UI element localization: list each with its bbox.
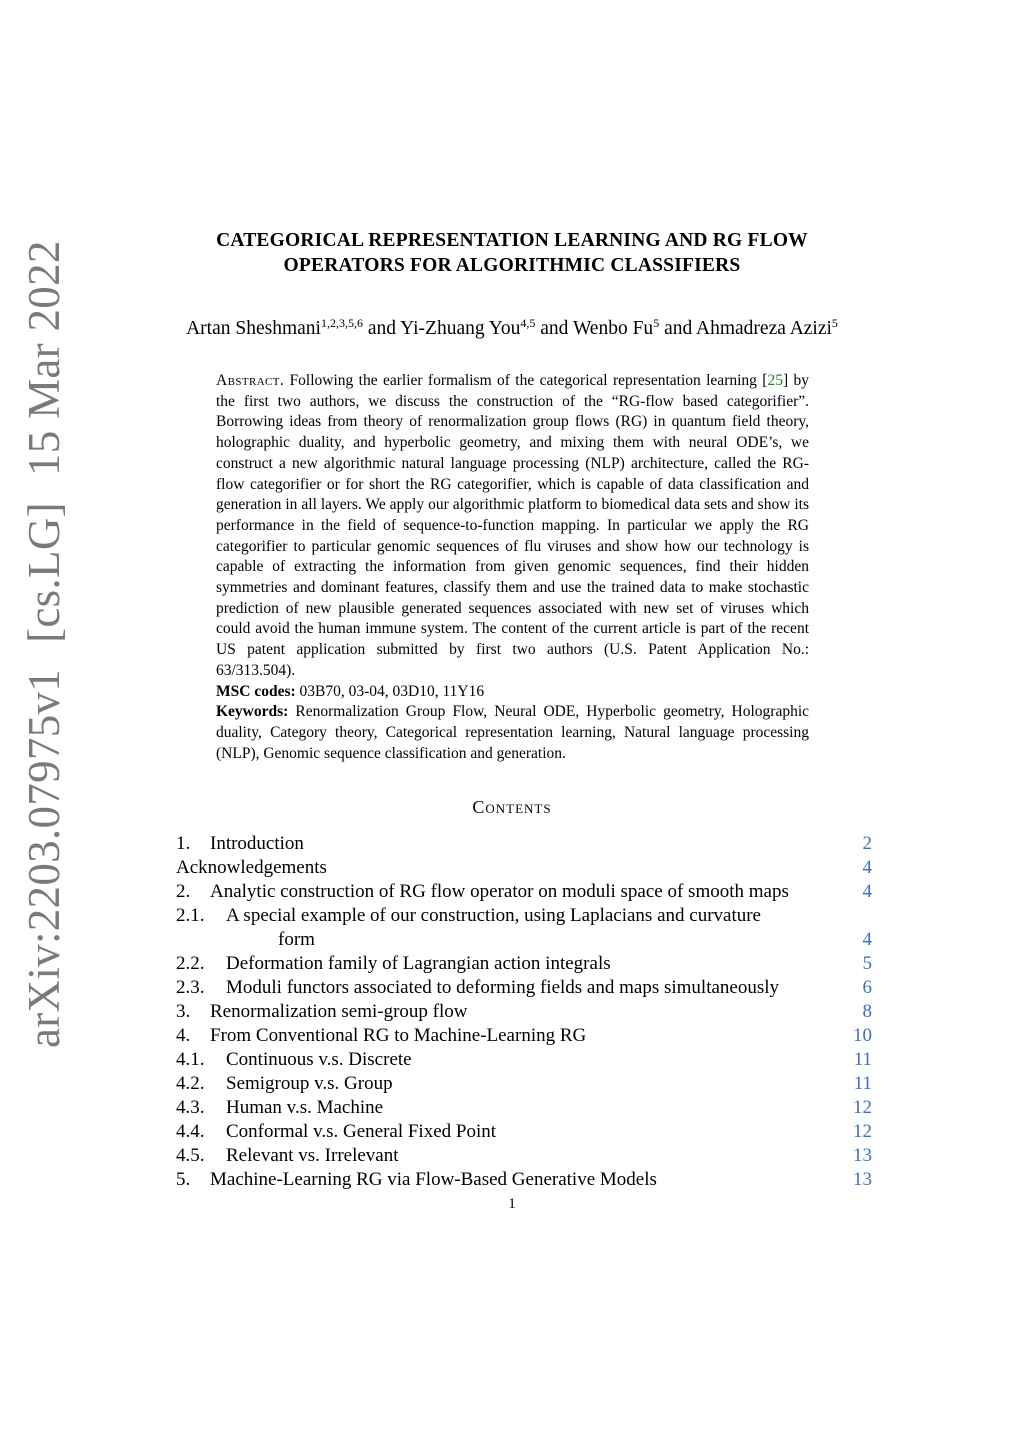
author-separator: and bbox=[659, 318, 697, 339]
arxiv-id: arXiv:2203.07975v1 bbox=[19, 668, 69, 1048]
toc-entry[interactable] bbox=[176, 1000, 872, 1024]
toc-title: A special example of our construction, using Laplacians and curvature bbox=[226, 905, 761, 926]
toc-title-continuation: form bbox=[278, 929, 315, 950]
toc-title: Renormalization semi-group flow bbox=[210, 1001, 468, 1022]
author-affiliation: 1,2,3,5,6 bbox=[320, 316, 363, 330]
arxiv-side-stamp bbox=[14, 240, 74, 1048]
toc-number: 4.4. bbox=[176, 1121, 205, 1142]
toc-title: Machine-Learning RG via Flow-Based Generative Models bbox=[210, 1169, 657, 1190]
toc-entry[interactable] bbox=[176, 880, 872, 904]
toc-page-link[interactable]: 12 bbox=[853, 1097, 872, 1118]
author-affiliation: 4,5 bbox=[520, 316, 536, 330]
toc-title: Continuous v.s. Discrete bbox=[226, 1049, 412, 1070]
toc-entry[interactable] bbox=[176, 1144, 872, 1168]
author-name: Yi-Zhuang You bbox=[400, 318, 521, 339]
toc-entry[interactable] bbox=[176, 1072, 872, 1096]
table-of-contents bbox=[176, 832, 872, 1192]
author-name: Ahmadreza Azizi bbox=[696, 318, 832, 339]
toc-number: 2.1. bbox=[176, 905, 205, 926]
toc-entry[interactable] bbox=[176, 952, 872, 976]
author-affiliation: 5 bbox=[653, 316, 660, 330]
toc-number: 4.5. bbox=[176, 1145, 205, 1166]
paper-title bbox=[150, 228, 874, 278]
msc-label: MSC codes: bbox=[216, 682, 296, 700]
author-name: Artan Sheshmani bbox=[186, 318, 321, 339]
toc-number: 2.2. bbox=[176, 953, 205, 974]
toc-page-link[interactable]: 13 bbox=[853, 1169, 872, 1190]
author-list bbox=[100, 316, 924, 342]
toc-page-link[interactable]: 10 bbox=[853, 1025, 872, 1046]
toc-number: 4.2. bbox=[176, 1073, 205, 1094]
toc-number: 4.3. bbox=[176, 1097, 205, 1118]
keywords bbox=[216, 702, 809, 764]
toc-entry[interactable] bbox=[176, 1024, 872, 1048]
keywords-label: Keywords: bbox=[216, 703, 289, 721]
author-affiliation: 5 bbox=[831, 316, 838, 330]
toc-page-link[interactable]: 8 bbox=[862, 1001, 872, 1022]
toc-number: 2.3. bbox=[176, 977, 205, 998]
arxiv-date: 15 Mar 2022 bbox=[19, 240, 69, 477]
toc-entry[interactable] bbox=[176, 1120, 872, 1144]
msc-codes bbox=[216, 682, 809, 703]
toc-entry[interactable] bbox=[176, 904, 872, 952]
toc-title: Introduction bbox=[210, 833, 304, 854]
toc-page-link[interactable]: 11 bbox=[853, 1073, 872, 1094]
citation-link[interactable]: 25 bbox=[767, 372, 783, 389]
toc-page-link[interactable]: 4 bbox=[862, 881, 872, 902]
author-name: Wenbo Fu bbox=[572, 318, 654, 339]
toc-entry[interactable] bbox=[176, 976, 872, 1000]
toc-entry[interactable] bbox=[176, 1048, 872, 1072]
toc-page-link[interactable]: 13 bbox=[853, 1145, 872, 1166]
toc-page-link[interactable]: 11 bbox=[853, 1049, 872, 1070]
toc-title: Relevant vs. Irrelevant bbox=[226, 1145, 399, 1166]
toc-title: Human v.s. Machine bbox=[226, 1097, 384, 1118]
author-separator: and bbox=[362, 318, 401, 339]
author-separator: and bbox=[535, 318, 573, 339]
title-line-1: CATEGORICAL REPRESENTATION LEARNING AND RG FLOW bbox=[216, 230, 808, 251]
toc-entry[interactable] bbox=[176, 1168, 872, 1192]
toc-page-link[interactable]: 2 bbox=[862, 833, 872, 854]
toc-title: From Conventional RG to Machine-Learning RG bbox=[210, 1025, 587, 1046]
toc-title: Acknowledgements bbox=[176, 857, 327, 878]
arxiv-category: [cs.LG] bbox=[19, 502, 69, 643]
abstract bbox=[216, 371, 809, 764]
toc-title: Moduli functors associated to deforming fields and maps simultaneously bbox=[226, 977, 780, 998]
toc-page-link[interactable]: 5 bbox=[862, 953, 872, 974]
toc-number: 5. bbox=[176, 1169, 191, 1190]
page-number: 1 bbox=[508, 1196, 516, 1212]
toc-title: Analytic construction of RG flow operator on moduli space of smooth maps bbox=[210, 881, 789, 902]
abstract-label: Abstract. bbox=[216, 372, 285, 389]
toc-number: 4. bbox=[176, 1025, 191, 1046]
toc-number: 3. bbox=[176, 1001, 191, 1022]
abstract-text-part-2: ] by the first two authors, we discuss the construction of the “RG-flow based categorifier”. Borrowing ideas from theory of renormalization group flows (RG) in quantum field theory, holographic duality, and hyperbolic geometry, and mixing them with neural ODE’s, we construct a new algorithmic natural language processing (NLP) architecture, called the RG-flow categorifier or for short the RG categorifier, which is capable of data classification and generation in all layers. We apply our algorithmic platform to biomedical data sets and show its performance in the field of sequence-to-function mapping. In particular we apply the RG categorifier to particular genomic sequences of flu viruses and show how our technology is capable of extracting the information from given genomic sequences, find their hidden symmetries and dominant features, classify them and use the trained data to make stochastic prediction of new plausible generated sequences associated with new set of viruses which could avoid the human immune system. The content of the current article is part of the recent US patent application submitted by first two authors (U.S. Patent Application No.: 63/313.504). bbox=[216, 372, 809, 679]
toc-title: Conformal v.s. General Fixed Point bbox=[226, 1121, 497, 1142]
toc-title: Semigroup v.s. Group bbox=[226, 1073, 393, 1094]
toc-entry[interactable] bbox=[176, 1096, 872, 1120]
toc-title: Deformation family of Lagrangian action integrals bbox=[226, 953, 611, 974]
toc-page-link[interactable]: 6 bbox=[862, 977, 872, 998]
toc-number: 1. bbox=[176, 833, 191, 854]
abstract-body bbox=[216, 371, 809, 682]
keywords-value: Renormalization Group Flow, Neural ODE, Hyperbolic geometry, Holographic duality, Category theory, Categorical representation learning, Natural language processing (NLP), Genomic sequence classification and generation. bbox=[216, 703, 810, 762]
contents-heading: Contents bbox=[472, 797, 552, 817]
title-line-2: OPERATORS FOR ALGORITHMIC CLASSIFIERS bbox=[283, 255, 741, 276]
toc-page-link[interactable]: 4 bbox=[862, 857, 872, 878]
toc-page-link[interactable]: 12 bbox=[853, 1121, 872, 1142]
toc-number: 4.1. bbox=[176, 1049, 205, 1070]
toc-entry[interactable] bbox=[176, 832, 872, 856]
toc-number: 2. bbox=[176, 881, 191, 902]
toc-entry[interactable] bbox=[176, 856, 872, 880]
abstract-text-part-1: Following the earlier formalism of the categorical representation learning [ bbox=[289, 372, 768, 389]
msc-value: 03B70, 03-04, 03D10, 11Y16 bbox=[299, 682, 485, 700]
toc-page-link[interactable]: 4 bbox=[862, 929, 872, 950]
